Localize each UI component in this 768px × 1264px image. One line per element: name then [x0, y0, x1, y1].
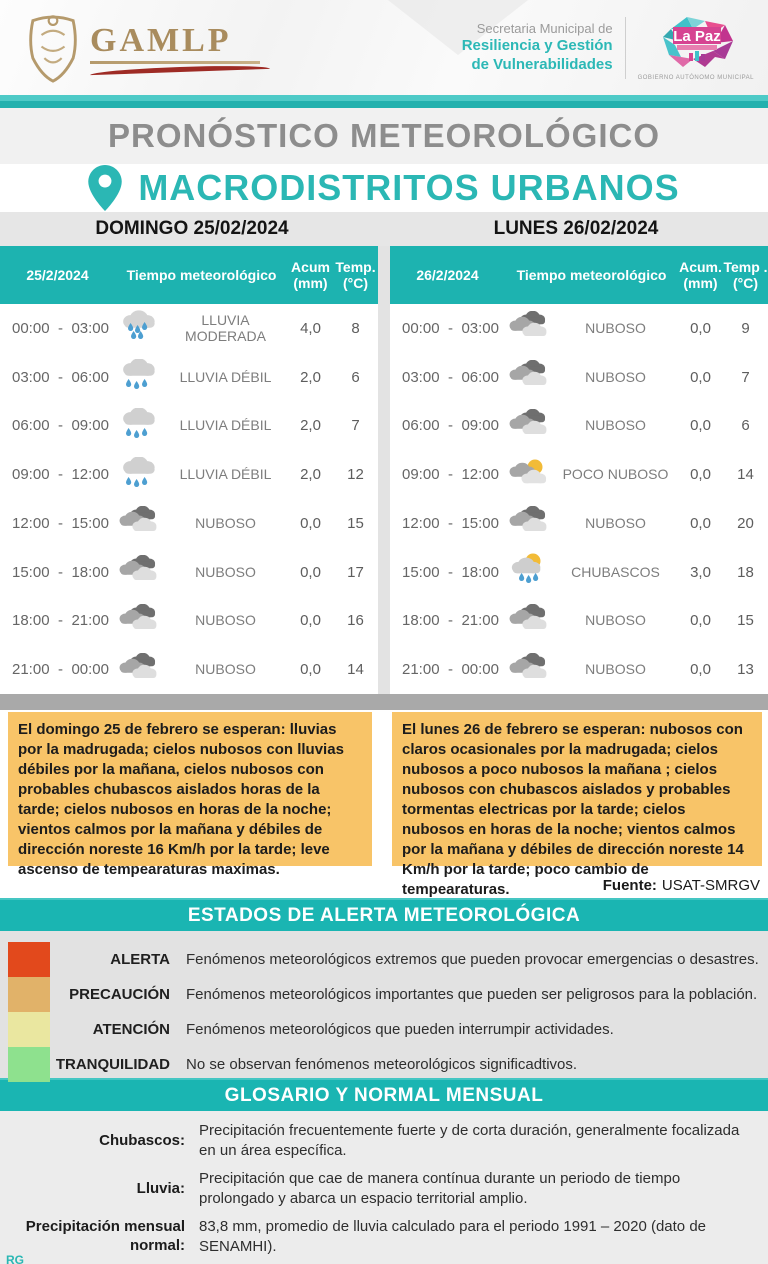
- time-dash: -: [58, 661, 63, 679]
- time-from: 09:00: [402, 466, 440, 484]
- weather-condition: NUBOSO: [195, 612, 256, 629]
- secretaria-line2: Resiliencia y Gestión: [461, 36, 613, 54]
- weather-condition: LLUVIA MODERADA: [185, 311, 266, 345]
- time-to: 15:00: [71, 514, 109, 532]
- showers-icon: [505, 553, 553, 591]
- alert-level-row: [8, 1012, 768, 1047]
- summary-sunday: El domingo 25 de febrero se esperan: lluvias por la madrugada; cielos nubosos con lluvias débiles por la mañana, cielos nubosos con probables chubascos aislados horas de la tarde; cielos nubosos en horas de la noche; vientos calmos por la mañana y débiles de dirección noreste 16 Km/h por la tarde; leve ascenso de tempearaturas maximas.: [8, 712, 372, 866]
- time-range: [390, 515, 505, 532]
- temp-value: 15: [737, 612, 754, 630]
- gamlp-caption-line: [90, 61, 260, 64]
- table-divider: [378, 304, 390, 694]
- lapaz-sub-text: GOBIERNO AUTÓNOMO MUNICIPAL: [637, 74, 754, 81]
- time-range: [0, 515, 115, 532]
- time-to: 21:00: [461, 612, 499, 630]
- time-dash: -: [448, 368, 453, 386]
- forecast-row: [390, 353, 768, 402]
- weather-condition: LLUVIA DÉBIL: [179, 417, 272, 434]
- col-header-acum: Acum. (mm): [679, 258, 722, 291]
- forecast-row: [0, 304, 378, 353]
- glossary-definition: 83,8 mm, promedio de lluvia calculado para el periodo 1991 – 2020 (dato de SENAMHI).: [199, 1217, 706, 1255]
- time-to: 18:00: [461, 563, 499, 581]
- time-range: [0, 612, 115, 629]
- glossary-entry: [0, 1167, 768, 1211]
- section-separator-bar: [0, 694, 768, 710]
- glossary-term: Lluvia:: [136, 1179, 185, 1197]
- temp-value: 13: [737, 661, 754, 679]
- cloudy-icon: [115, 604, 163, 638]
- acum-value: 0,0: [300, 661, 321, 679]
- secretaria-text-block: [462, 21, 613, 75]
- cloudy-icon: [505, 653, 553, 687]
- day-header-band: [0, 212, 768, 246]
- time-range: [0, 417, 115, 434]
- acum-value: 0,0: [300, 612, 321, 630]
- alert-level-description: Fenómenos meteorológicos importantes que pueden ser peligrosos para la población.: [186, 986, 758, 1003]
- time-from: 18:00: [12, 612, 50, 630]
- time-from: 12:00: [402, 514, 440, 532]
- time-to: 15:00: [461, 514, 499, 532]
- forecast-row: [390, 499, 768, 548]
- table-divider: [378, 246, 390, 304]
- time-from: 06:00: [12, 417, 50, 435]
- alert-level-name: ATENCIÓN: [92, 1021, 170, 1038]
- rain-light-icon: [115, 457, 163, 493]
- weather-condition: NUBOSO: [585, 514, 646, 531]
- day-header-sunday: DOMINGO 25/02/2024: [95, 218, 289, 239]
- acum-value: 0,0: [690, 319, 711, 337]
- weather-condition: NUBOSO: [195, 563, 256, 580]
- glossary-definition: Precipitación que cae de manera contínua durante un periodo de tiempo prolongado y abarca un espacio territorial amplio.: [199, 1169, 681, 1207]
- subtitle-band: [0, 164, 768, 212]
- forecast-table-body: [0, 304, 768, 694]
- weather-condition: POCO NUBOSO: [562, 466, 669, 483]
- summary-monday: El lunes 26 de febrero se esperan: nubosos con claros ocasionales por la madrugada; cielos nubosos a poco nubosos la mañana ; cielos nubosos con chubascos aislados y probables tormentas electricas por la tarde; cielos nubosos en horas de la noche; vientos calmos por la mañana y débiles de dirección noreste 14 Km/h por la tarde; poco cambio de tempearaturas.: [392, 712, 762, 866]
- acum-value: 0,0: [300, 514, 321, 532]
- time-to: 12:00: [71, 466, 109, 484]
- gamlp-logo-text: GAMLP: [90, 21, 232, 59]
- time-range: [390, 320, 505, 337]
- time-dash: -: [448, 514, 453, 532]
- location-pin-icon: [88, 165, 122, 211]
- alert-level-description: Fenómenos meteorológicos extremos que pueden provocar emergencias o desastres.: [186, 951, 759, 968]
- svg-text:La Paz: La Paz: [673, 27, 721, 45]
- gamlp-ribbon: [90, 63, 270, 74]
- col-header-date: 26/2/2024: [416, 266, 479, 283]
- acum-value: 0,0: [690, 612, 711, 630]
- acum-value: 4,0: [300, 319, 321, 337]
- acum-value: 2,0: [300, 417, 321, 435]
- time-dash: -: [448, 319, 453, 337]
- time-range: [390, 369, 505, 386]
- time-range: [0, 369, 115, 386]
- glossary-term: Precipitación mensual normal:: [25, 1218, 185, 1254]
- col-header-acum: Acum (mm): [291, 258, 330, 291]
- forecast-row: [390, 450, 768, 499]
- table-header-left: [0, 246, 378, 304]
- temp-value: 6: [741, 417, 750, 435]
- table-header-right: [390, 246, 768, 304]
- weather-condition: LLUVIA DÉBIL: [179, 368, 272, 385]
- alerts-title: ESTADOS DE ALERTA METEOROLÓGICA: [187, 904, 581, 926]
- time-from: 03:00: [12, 368, 50, 386]
- time-dash: -: [58, 319, 63, 337]
- partly-cloudy-icon: [505, 458, 553, 492]
- alerts-section-header: [0, 898, 768, 931]
- time-from: 15:00: [402, 563, 440, 581]
- time-dash: -: [58, 417, 63, 435]
- page-header: [0, 0, 768, 95]
- temp-value: 7: [351, 417, 360, 435]
- acum-value: 0,0: [690, 514, 711, 532]
- time-dash: -: [58, 466, 63, 484]
- time-from: 12:00: [12, 514, 50, 532]
- temp-value: 18: [737, 563, 754, 581]
- temp-value: 14: [737, 466, 754, 484]
- acum-value: 2,0: [300, 368, 321, 386]
- time-dash: -: [448, 417, 453, 435]
- forecast-row: [0, 645, 378, 694]
- temp-value: 14: [347, 661, 364, 679]
- weather-condition: NUBOSO: [585, 612, 646, 629]
- alert-color-swatch: [8, 1047, 50, 1082]
- weather-condition: NUBOSO: [195, 514, 256, 531]
- time-to: 00:00: [461, 661, 499, 679]
- rain-light-icon: [115, 408, 163, 444]
- alert-level-row: [8, 942, 768, 977]
- temp-value: 15: [347, 514, 364, 532]
- weather-condition: NUBOSO: [195, 661, 256, 678]
- forecast-row: [0, 499, 378, 548]
- gamlp-logo: [24, 12, 270, 84]
- time-to: 18:00: [71, 563, 109, 581]
- acum-value: 0,0: [690, 466, 711, 484]
- glossary-section-header: [0, 1078, 768, 1111]
- acum-value: 0,0: [300, 563, 321, 581]
- alert-color-swatch: [8, 942, 50, 977]
- lapaz-logo-icon: [653, 15, 739, 73]
- forecast-row: [390, 645, 768, 694]
- time-to: 21:00: [71, 612, 109, 630]
- time-from: 18:00: [402, 612, 440, 630]
- table-body-monday: [390, 304, 768, 694]
- temp-value: 6: [351, 368, 360, 386]
- forecast-table-header-row: [0, 246, 768, 304]
- gamlp-crest-icon: [24, 12, 82, 84]
- temp-value: 17: [347, 563, 364, 581]
- time-range: [0, 661, 115, 678]
- time-dash: -: [58, 612, 63, 630]
- cloudy-icon: [505, 604, 553, 638]
- time-dash: -: [58, 563, 63, 581]
- forecast-row: [390, 304, 768, 353]
- lapaz-logo: [638, 15, 754, 81]
- glossary-term: Chubascos:: [99, 1131, 185, 1149]
- time-dash: -: [58, 368, 63, 386]
- time-from: 15:00: [12, 563, 50, 581]
- alert-level-description: Fenómenos meteorológicos que pueden interrumpir actividades.: [186, 1021, 614, 1038]
- forecast-row: [0, 402, 378, 451]
- alert-color-swatch: [8, 1012, 50, 1047]
- temp-value: 16: [347, 612, 364, 630]
- time-range: [390, 661, 505, 678]
- time-from: 00:00: [402, 319, 440, 337]
- secretaria-line3: de Vulnerabilidades: [471, 55, 613, 73]
- rain-light-icon: [115, 359, 163, 395]
- alert-level-row: [8, 1047, 768, 1082]
- col-header-temp: Temp. (°C): [335, 258, 376, 291]
- time-range: [0, 320, 115, 337]
- time-dash: -: [448, 612, 453, 630]
- rain-moderate-icon: [115, 310, 163, 346]
- time-from: 21:00: [12, 661, 50, 679]
- col-header-weather: Tiempo meteorológico: [516, 266, 667, 283]
- weather-condition: NUBOSO: [585, 417, 646, 434]
- acum-value: 2,0: [300, 466, 321, 484]
- glossary-definition: Precipitación frecuentemente fuerte y de corta duración, generalmente focalizada en un área específica.: [199, 1121, 740, 1159]
- cloudy-icon: [505, 506, 553, 540]
- acum-value: 0,0: [690, 417, 711, 435]
- header-divider: [625, 17, 626, 79]
- time-to: 09:00: [71, 417, 109, 435]
- time-range: [0, 564, 115, 581]
- title-band: [0, 108, 768, 164]
- table-body-sunday: [0, 304, 378, 694]
- time-range: [390, 466, 505, 483]
- time-to: 12:00: [461, 466, 499, 484]
- forecast-row: [0, 548, 378, 597]
- time-to: 09:00: [461, 417, 499, 435]
- page-title: PRONÓSTICO METEOROLÓGICO: [107, 117, 661, 154]
- teal-accent-bar: [0, 95, 768, 108]
- time-range: [390, 417, 505, 434]
- glossary-entry: [0, 1215, 768, 1259]
- page-subtitle: MACRODISTRITOS URBANOS: [138, 167, 680, 208]
- alert-level-name: TRANQUILIDAD: [55, 1056, 170, 1073]
- col-header-temp: Temp . (°C): [723, 258, 768, 291]
- temp-value: 9: [741, 319, 750, 337]
- weather-condition: CHUBASCOS: [571, 563, 660, 580]
- time-to: 03:00: [461, 319, 499, 337]
- alert-level-name: PRECAUCIÓN: [69, 986, 170, 1003]
- time-range: [390, 564, 505, 581]
- time-dash: -: [448, 563, 453, 581]
- glossary-entry: [0, 1119, 768, 1163]
- forecast-row: [0, 597, 378, 646]
- alert-level-row: [8, 977, 768, 1012]
- source-value: USAT-SMRGV: [661, 876, 760, 894]
- time-to: 03:00: [71, 319, 109, 337]
- time-range: [390, 612, 505, 629]
- footer-initials: RG: [6, 1253, 24, 1264]
- time-dash: -: [448, 661, 453, 679]
- alert-level-name: ALERTA: [110, 951, 170, 968]
- cloudy-icon: [115, 555, 163, 589]
- acum-value: 0,0: [690, 661, 711, 679]
- acum-value: 0,0: [690, 368, 711, 386]
- col-header-weather: Tiempo meteorológico: [126, 266, 277, 283]
- cloudy-icon: [505, 360, 553, 394]
- cloudy-icon: [505, 409, 553, 443]
- time-to: 00:00: [71, 661, 109, 679]
- time-to: 06:00: [461, 368, 499, 386]
- alert-level-description: No se observan fenómenos meteorológicos significadtivos.: [186, 1056, 578, 1073]
- temp-value: 7: [741, 368, 750, 386]
- forecast-row: [390, 597, 768, 646]
- glossary-section-body: [0, 1111, 768, 1264]
- temp-value: 8: [351, 319, 360, 337]
- acum-value: 3,0: [690, 563, 711, 581]
- temp-value: 20: [737, 514, 754, 532]
- time-from: 21:00: [402, 661, 440, 679]
- forecast-row: [0, 353, 378, 402]
- time-to: 06:00: [71, 368, 109, 386]
- time-dash: -: [58, 514, 63, 532]
- weather-condition: NUBOSO: [585, 368, 646, 385]
- alert-color-swatch: [8, 977, 50, 1012]
- day-header-monday: LUNES 26/02/2024: [493, 218, 659, 239]
- alerts-section-body: [0, 931, 768, 1078]
- col-header-date: 25/2/2024: [26, 266, 89, 283]
- weather-condition: NUBOSO: [585, 319, 646, 336]
- weather-condition: LLUVIA DÉBIL: [179, 466, 272, 483]
- time-from: 06:00: [402, 417, 440, 435]
- cloudy-icon: [115, 653, 163, 687]
- forecast-row: [390, 548, 768, 597]
- time-from: 09:00: [12, 466, 50, 484]
- forecast-row: [390, 402, 768, 451]
- temp-value: 12: [347, 466, 364, 484]
- forecast-row: [0, 450, 378, 499]
- cloudy-icon: [115, 506, 163, 540]
- cloudy-icon: [505, 311, 553, 345]
- time-range: [0, 466, 115, 483]
- weather-condition: NUBOSO: [585, 661, 646, 678]
- glossary-title: GLOSARIO Y NORMAL MENSUAL: [224, 1084, 544, 1106]
- secretaria-line1: Secretaria Municipal de: [476, 20, 613, 36]
- time-dash: -: [448, 466, 453, 484]
- time-from: 00:00: [12, 319, 50, 337]
- source-label: Fuente:: [602, 876, 657, 894]
- time-from: 03:00: [402, 368, 440, 386]
